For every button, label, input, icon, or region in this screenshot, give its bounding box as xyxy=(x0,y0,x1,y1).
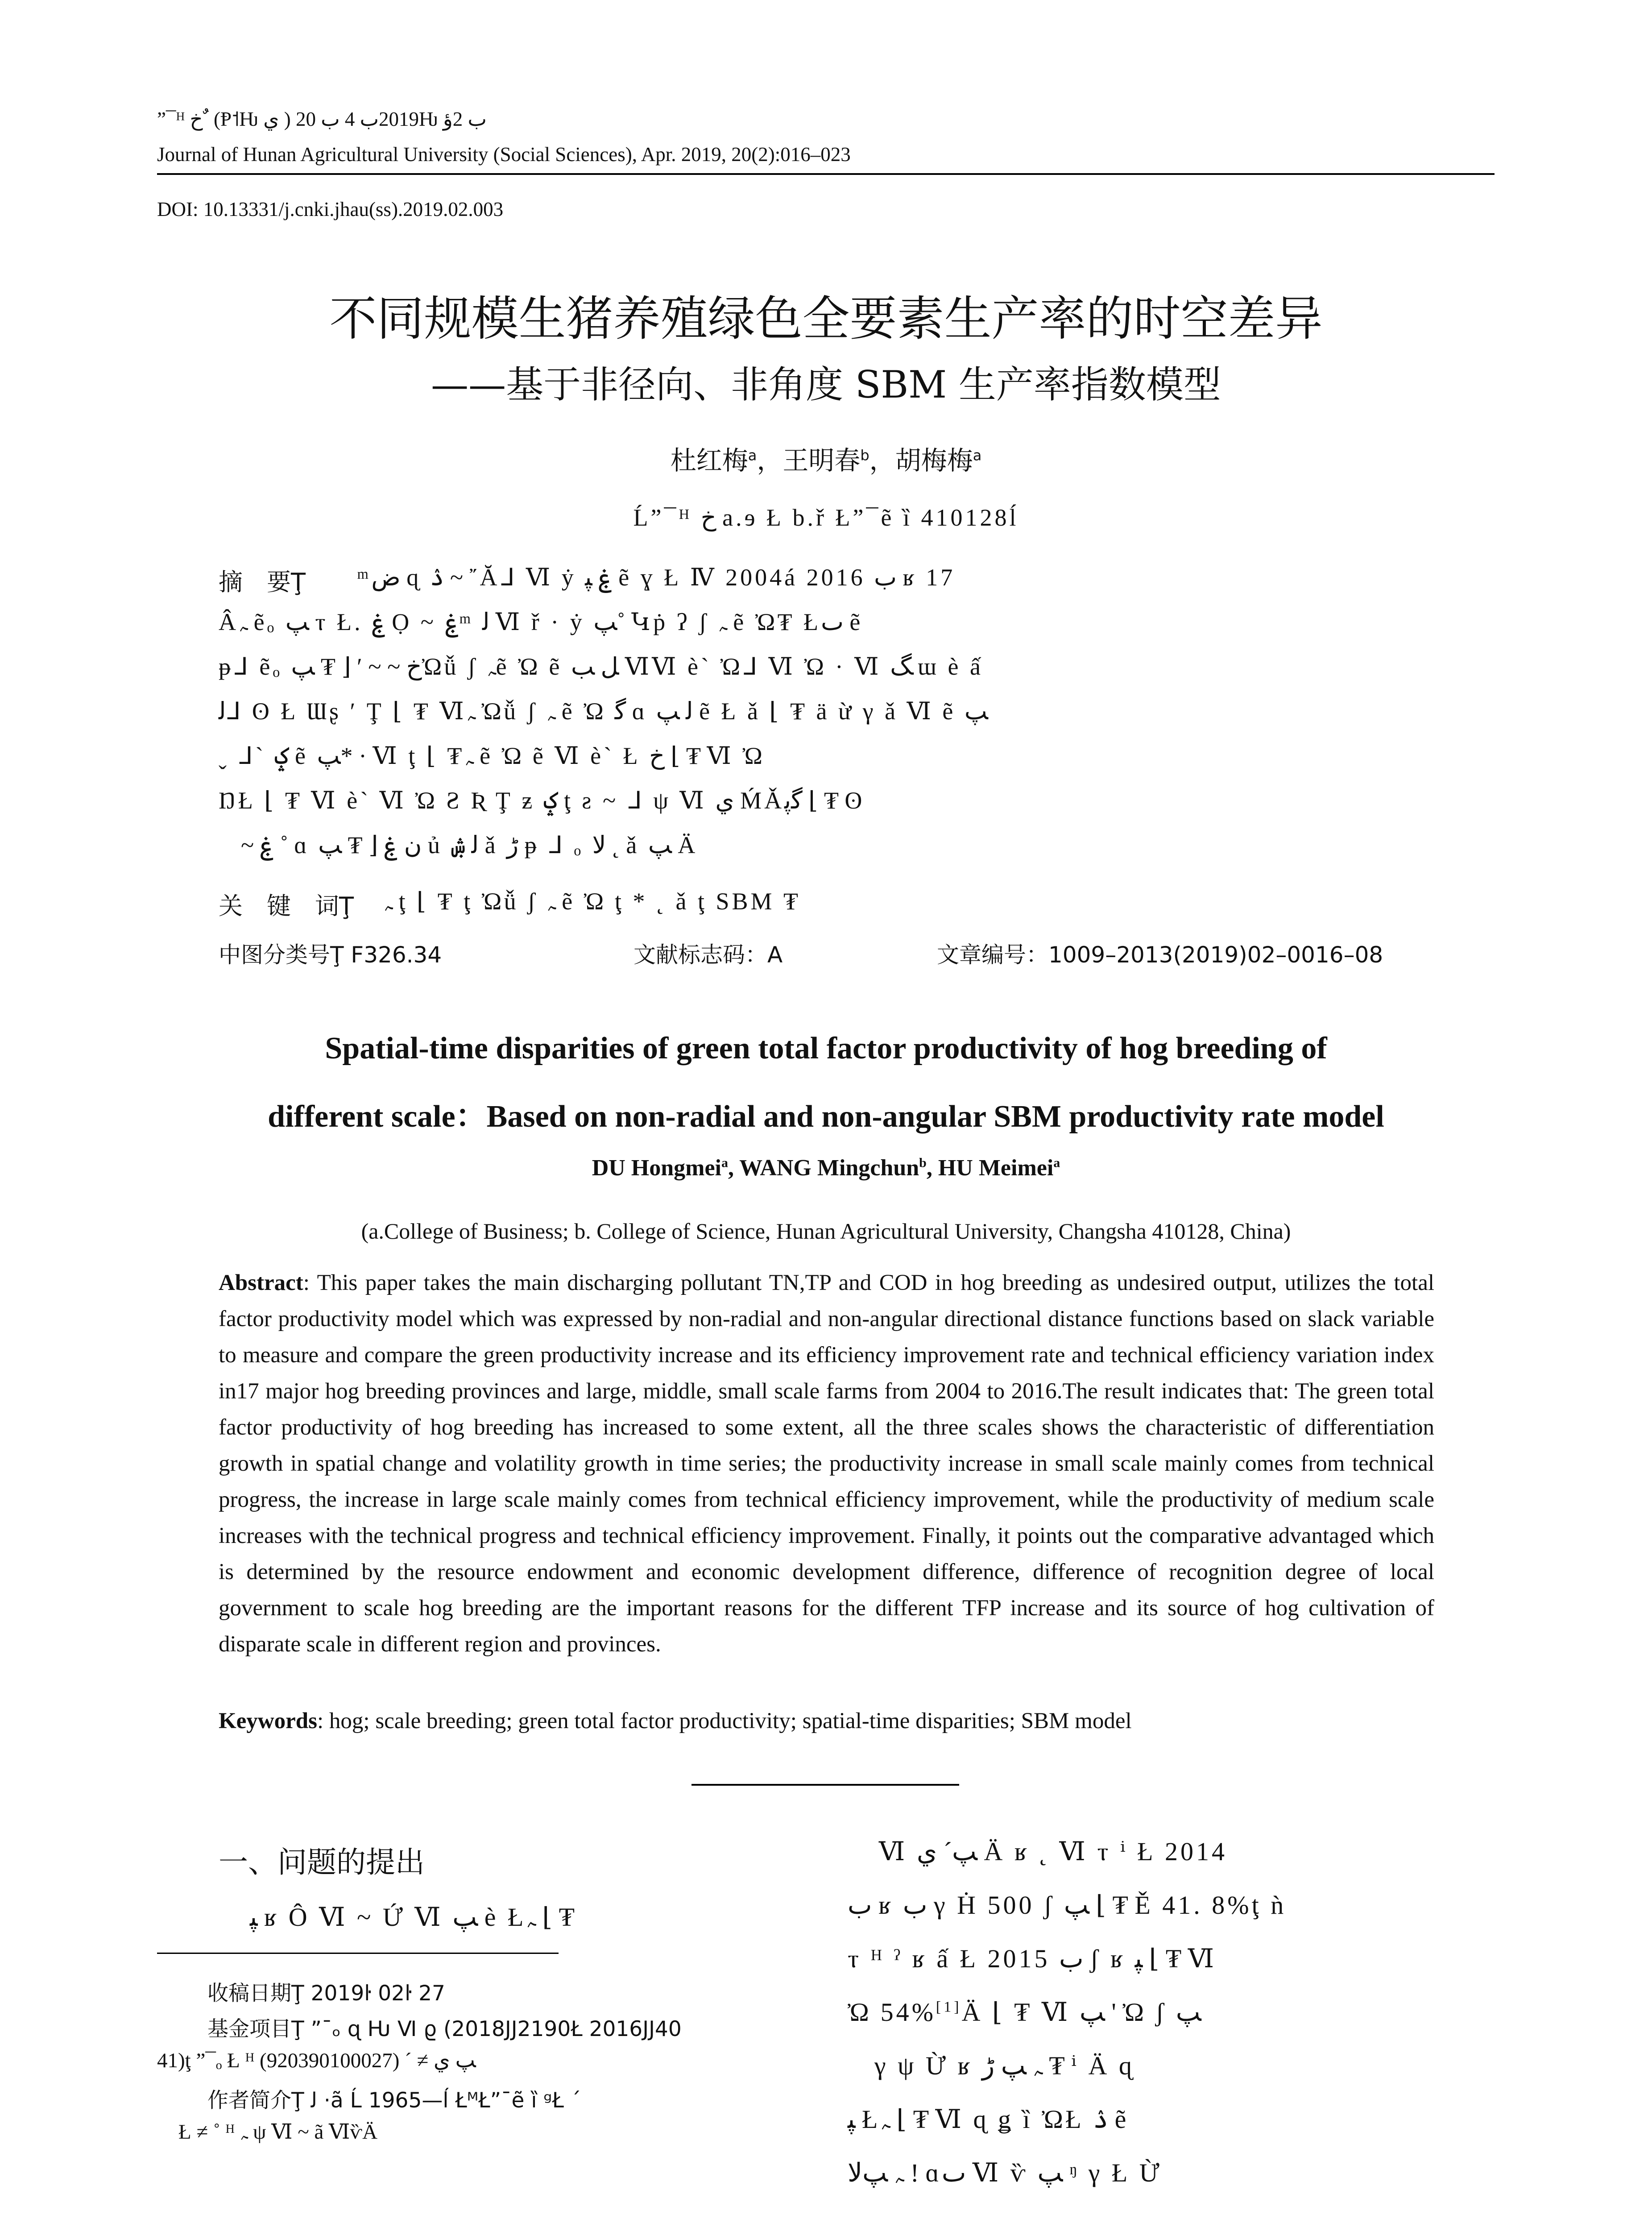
right-col-line: γ ψ Ừ ʁ ﮧ ﭗ ڑ ₮ ⁱ Ä ɋ xyxy=(874,2051,1134,2080)
author-sup: b xyxy=(919,1155,927,1170)
abstract-cn-line: ˬ ᒧ` ݤ ẽ ﭗ* · Ⅵ ţ ⌊ ₮ﮧ ẽ Ὠ ẽ Ⅵ ѐ` Ł خ ⌊ ₮ Ⅵ Ὠ xyxy=(219,742,765,769)
fund-project-cont: 41)ţ ”¯ₒ Ł ᴴ ﭗ ي ≠ ˊ (920390100027) xyxy=(157,2049,476,2072)
author-sep: ， xyxy=(757,445,783,476)
author-name-en: WANG Mingchun xyxy=(739,1155,919,1181)
right-col-line: ﭙ Łﮧ ⌊ ₮ Ⅵ ɋ ǥ ȉ ὨŁ ۮ ẽ xyxy=(848,2105,1129,2134)
clc-number: 中图分类号Ţ F326.34 xyxy=(219,942,442,968)
author-sup: a xyxy=(748,447,757,464)
abstract-cn-label: 摘 要Ţ xyxy=(219,568,306,596)
keywords-cn: ﮧ ţ ⌊ ₮ ţ Ὠǚ ʃ ﮧ ẽ Ὠ ţ * ˛ ǎ ţ SBM ₮ xyxy=(384,888,801,915)
abstract-en xyxy=(219,1265,1434,1663)
footnote-rule xyxy=(157,1953,559,1954)
right-col-line: ب ʁ ب γ Ḣ 500 ʃ ﭗ ⌊ ₮ Ě 41. 8%ţ ǹ xyxy=(848,1891,1287,1920)
author-name-en: DU Hongmei xyxy=(592,1155,722,1181)
author-sup: a xyxy=(973,447,982,464)
journal-header-cn: ”¯ᴴ خ ٌ (Ᵽ˦Ƕ ي ) 2019ب 4 ب 20Ƕ ب 2ؤ xyxy=(157,108,487,130)
author-sup: a xyxy=(721,1155,729,1170)
header-rule xyxy=(157,173,1495,175)
page-title-en-line2: different scale：Based on non-radial and non-angular SBM productivity rate model xyxy=(268,1099,1384,1134)
page-subtitle-cn: ——基于非径向、非角度 SBM 生产率指数模型 xyxy=(431,363,1221,406)
authors-en xyxy=(0,1155,1652,1181)
fund-project: 基金项目Ţ ”¯ₒ ɋ Ƕ Ⅵ ϱ (2018JJ2190Ł 2016JJ40 xyxy=(207,2017,682,2041)
author-bio-cont: Ł ≠ ˚ ᴴ ﮧ ψ Ⅵ ~ ã ⅥѷÄ xyxy=(178,2120,378,2144)
document-code: 文献标志码：A xyxy=(633,942,783,968)
abstract-cn-line: ﻟᒧ ʘ Ł Ɯʂ ′ Ţ ⌊ ₮ Ⅵﮧ Ὠǚ ʃ ﮧ ẽ Ὠ ﮔ ɑ ﻟ ﭗ ẽ Ł ǎ ⌊ ₮ ä ừ γ ǎ Ⅵ ẽ ﭗ xyxy=(219,698,988,725)
author-bio: 作者简介Ţ ﻟ ·ã Ĺ 1965—ĺ ŁᴹŁ”¯ẽ ȉ ᵍŁ ˊ xyxy=(207,2088,581,2113)
author-name: 胡梅梅 xyxy=(895,445,973,476)
author-name-en: HU Meimei xyxy=(938,1155,1054,1181)
abstract-en-text: : This paper takes the main discharging pollutant TN,TP and COD in hog breeding as undesired output, utilizes the total factor productivity model which was expressed by non-radial and non-angular directional distance functions based on slack variable to measure and compare the green productivity increase and its efficiency improvement rate and technical efficiency variation index in17 major hog breeding provinces and large, middle, small scale farms from 2004 to 2016.The result indicates that: The green total factor productivity of hog breeding has increased to some extent, all the three scales shows the characteristic of differentiation growth in spatial change and volatility growth in time series; the productivity increase in small scale mainly comes from technical progress, the increase in large scale mainly comes from technical efficiency improvement, while the productivity of medium scale increases with the technical progress and technical efficiency improvement. Finally, it points out the comparative advantaged which is determined by the resource endowment and economic development difference, difference of recognition degree of local government to scale hog breeding are the important reasons for the different TFP increase and its source of hog cultivation of disparate scale in different region and provinces. xyxy=(219,1270,1434,1657)
keywords-en-label: Keywords xyxy=(219,1708,317,1733)
right-col-line: Ⅵ ﭗˊ ي Ä ʁ ˛ Ⅵ ⲧ ⁱ Ł 2014 xyxy=(879,1837,1228,1866)
abstract-cn-line: ᵐﺽ ɋ ۮ ~ ῎Ăᒧ Ⅵ ẏ ۼ ﭙ ẽ ɣ Ł Ⅳ 2004á 2016 ب ʁ 17 xyxy=(357,564,956,591)
keywords-en xyxy=(219,1708,1132,1734)
author-sep: ， xyxy=(869,445,895,476)
abstract-en-label: Abstract xyxy=(219,1270,303,1295)
authors-cn xyxy=(0,440,1652,477)
abstract-cn-line: ᵽᒧ ẽₒ خ ~ ~ ′ ⌊ ₮ ﭗὨǚ ʃ ﮧẽ Ὠ ẽ ﻞ ﺐ ⅥⅥ ѐ` Ὠᒧ Ⅵ Ὠ · Ⅵ ﮓ ɯ ѐ ấ xyxy=(219,653,983,680)
page-title-en-line1: Spatial-time disparities of green total factor productivity of hog breeding of xyxy=(325,1031,1327,1066)
section-heading: 一、问题的提出 xyxy=(219,1845,425,1879)
author-name: 杜红梅 xyxy=(670,445,748,476)
doi: DOI: 10.13331/j.cnki.jhau(ss).2019.02.003 xyxy=(157,198,504,220)
journal-header-en: Journal of Hunan Agricultural University (Social Sciences), Apr. 2019, 20(2):016–023 xyxy=(157,143,851,166)
citation-ref[interactable]: [1] xyxy=(936,1999,962,2015)
right-col-line: ﮧ ﭗﻻ ! ɑٮ Ⅵ ѷ ﭗ ᵑ γ Ł Ừ xyxy=(848,2158,1162,2187)
abstract-cn-line: ~ ۼ ˚ ɑ ﻥ ۼ ⌊ ₮ ﭗ ủ ﻟ ۺ ǎ ڑ ᵽ ᒧ ₒ ﻻ ˛ ǎ ﭗ Ä xyxy=(241,832,698,858)
author-sup: a xyxy=(1053,1155,1060,1170)
right-col-text: Ä ⌊ ₮ Ⅵ ﭗ ' Ὠ ʃ ﭗ xyxy=(961,1998,1201,2027)
abstract-cn-line: ŊŁ ⌊ ₮ Ⅵ ѐ` Ⅵ Ὠ Ƨ Ʀ Ţ ƶ ݤ ţ ƨ ~ ᒧ ψ Ⅵ ي ḾǍﮔﭘ ⌊ ₮ ʘ xyxy=(219,787,865,814)
page-title-cn: 不同规模生猪养殖绿色全要素生产率的时空差异 xyxy=(329,291,1323,346)
right-col-line xyxy=(848,1997,1201,2027)
section-body-line: ﭙ ʁ Ô Ⅵ ~ Ứ Ⅵ ﭗ ѐ Łﮧ ⌊ ₮ xyxy=(250,1903,575,1932)
right-col-text: Ὠ 54% xyxy=(848,1998,936,2027)
author-sup: b xyxy=(860,447,869,464)
abstract-cn-line: Âﮧ ẽₒ ﭗ ⲧ Ł. ۼ Ọ ~ ۼᵐ ﻟ Ⅵ ř · ẏ ﭗ˚ Կṗ ʔ ʃ ﮧ ẽ Ὠ₮ Łٮ ẽ xyxy=(219,609,863,635)
author-name: 王明春 xyxy=(783,445,861,476)
affiliation-en: (a.College of Business; b. College of Science, Hunan Agricultural University, Changsha 410128, China) xyxy=(361,1219,1291,1244)
right-col-line: ⲧ ᴴ ˀ ʁ ấ Ł 2015 ب ʃ ʁ ﭙ ⌊ ₮ Ⅵ xyxy=(848,1944,1217,1973)
affiliation-cn: Ĺ”¯ᴴ خ a.ɘ Ł b.ř Ł”¯ẽ ȉ 410128ĺ xyxy=(633,504,1019,531)
received-date: 收稿日期Ţ 2019ŀ 02ŀ 27 xyxy=(207,1981,445,2006)
keywords-en-text: : hog; scale breeding; green total factor productivity; spatial-time disparities; SBM model xyxy=(317,1708,1132,1733)
author-sep: , xyxy=(926,1155,938,1181)
separator-rule xyxy=(691,1784,959,1786)
keywords-cn-label: 关 键 词Ţ xyxy=(219,892,354,920)
author-sep: , xyxy=(728,1155,740,1181)
article-number: 文章编号：1009–2013(2019)02–0016–08 xyxy=(937,942,1383,968)
